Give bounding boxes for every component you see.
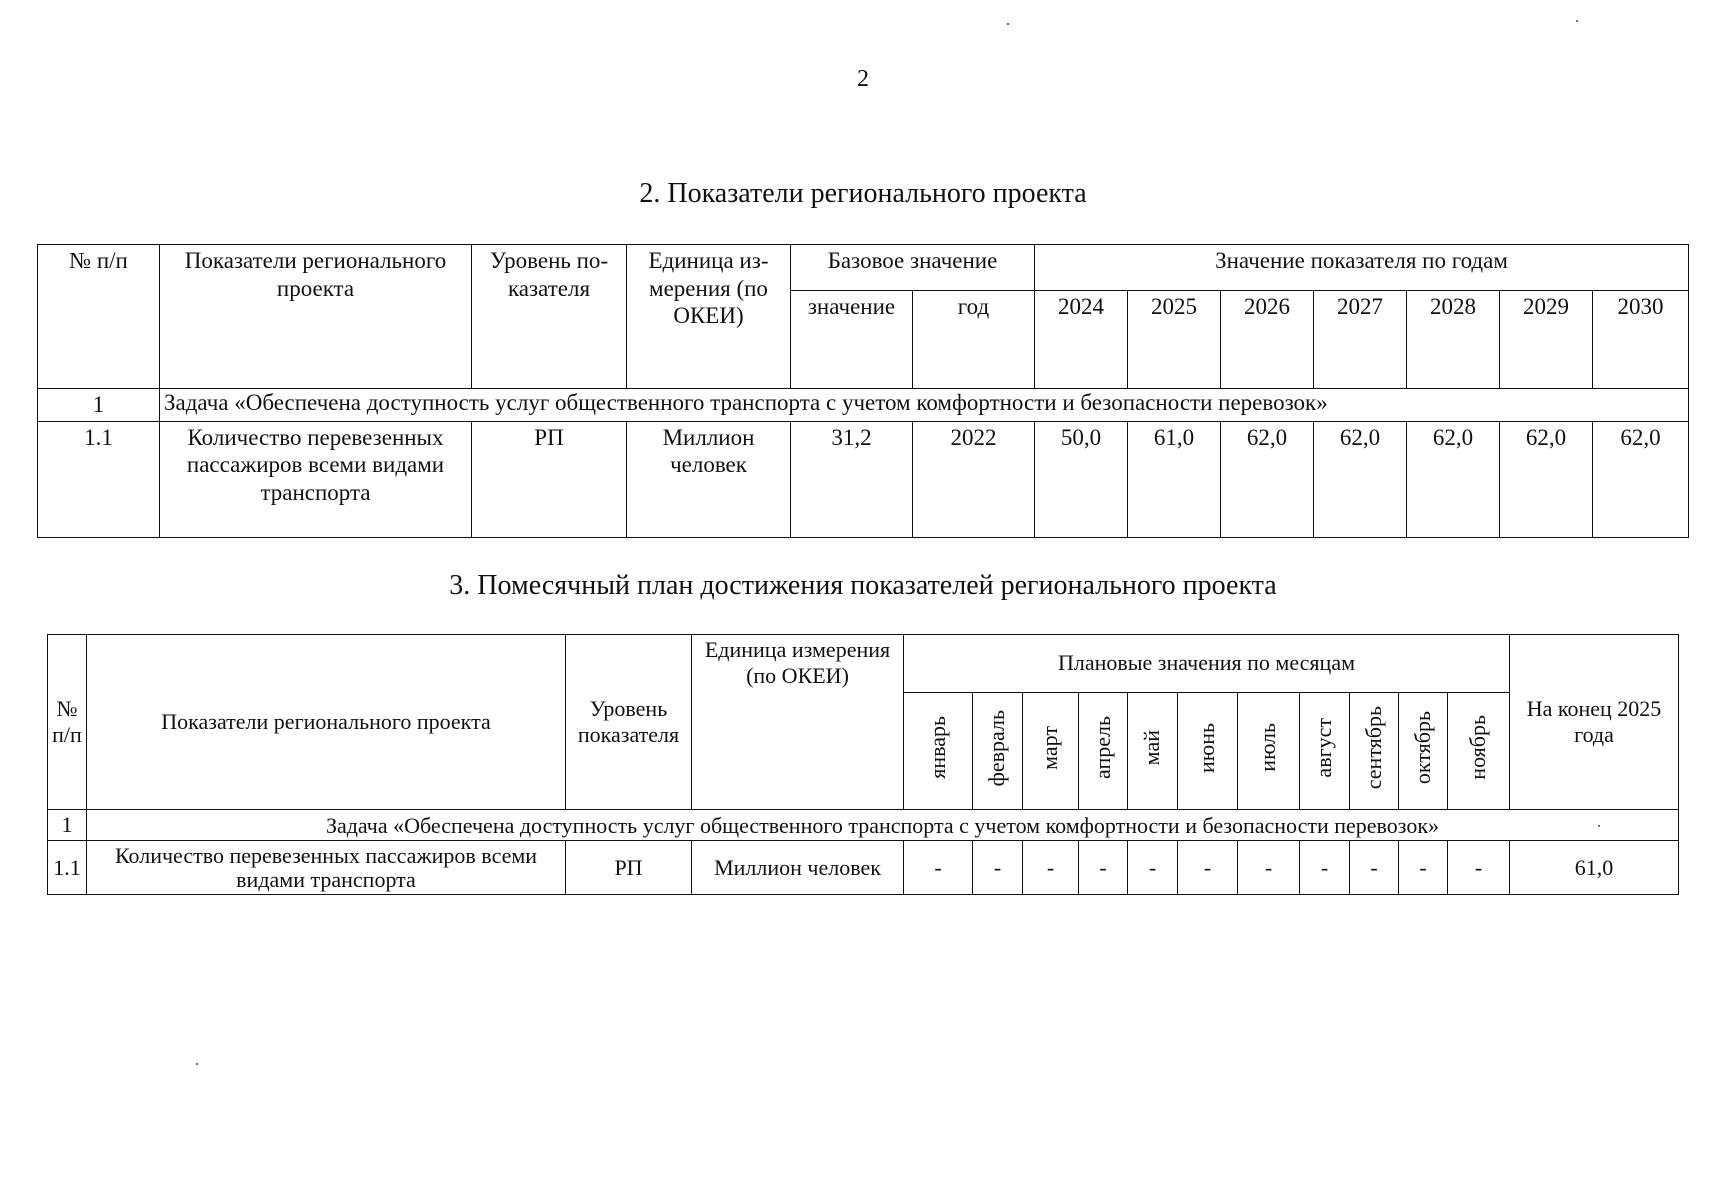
header-base: Базовое значение <box>791 245 1035 291</box>
header-year-end: На конец 2025 года <box>1510 635 1679 810</box>
header-base-value: значение <box>791 291 913 389</box>
header-year: 2024 <box>1035 291 1128 389</box>
header-month: февраль <box>973 693 1023 810</box>
row-year-value: 62,0 <box>1500 421 1593 537</box>
row-year-value: 50,0 <box>1035 421 1128 537</box>
header-num: № п/п <box>38 245 160 389</box>
header-year: 2028 <box>1407 291 1500 389</box>
header-monthly: Плановые значения по месяцам <box>904 635 1510 693</box>
header-num: № п/п <box>48 635 87 810</box>
header-month: май <box>1128 693 1178 810</box>
header-indicator: Показатели регионального проекта <box>160 245 472 389</box>
row-num: 1.1 <box>38 421 160 537</box>
row-unit: Миллион человек <box>627 421 791 537</box>
scan-speck <box>1598 825 1600 827</box>
row-month-value: - <box>1399 841 1448 895</box>
row-level: РП <box>472 421 627 537</box>
header-month: ноябрь <box>1448 693 1510 810</box>
header-level: Уровень показателя <box>566 635 692 810</box>
row-unit: Миллион человек <box>692 841 904 895</box>
header-year: 2025 <box>1128 291 1221 389</box>
header-month: январь <box>904 693 973 810</box>
row-month-value: - <box>1448 841 1510 895</box>
header-month: апрель <box>1079 693 1128 810</box>
header-month: сентябрь <box>1350 693 1399 810</box>
row-num: 1.1 <box>48 841 87 895</box>
page-number: 2 <box>857 66 869 92</box>
scan-speck <box>1007 23 1009 25</box>
header-month: июнь <box>1178 693 1238 810</box>
row-month-value: - <box>1350 841 1399 895</box>
row-base-value: 31,2 <box>791 421 913 537</box>
row-month-value: - <box>973 841 1023 895</box>
section-2-title: 2. Показатели регионального проекта <box>639 178 1087 209</box>
header-year: 2026 <box>1221 291 1314 389</box>
header-unit: Единица измерения (по ОКЕИ) <box>692 635 904 810</box>
regional-project-indicators-table <box>37 244 1689 538</box>
task-num: 1 <box>48 810 87 841</box>
header-month: октябрь <box>1399 693 1448 810</box>
header-by-years: Значение показателя по годам <box>1035 245 1689 291</box>
task-num: 1 <box>38 389 160 422</box>
scan-speck <box>196 1063 198 1065</box>
row-month-value: - <box>1300 841 1350 895</box>
header-year: 2027 <box>1314 291 1407 389</box>
row-month-value: - <box>1178 841 1238 895</box>
row-month-value: - <box>1023 841 1079 895</box>
task-description: Задача «Обеспечена доступность услуг общественного транспорта с учетом комфортности и безопасности перевозок» <box>160 389 1689 422</box>
row-month-value: - <box>1128 841 1178 895</box>
row-year-value: 62,0 <box>1593 421 1689 537</box>
row-base-year: 2022 <box>913 421 1035 537</box>
header-unit: Единица измерения (по ОКЕИ) <box>627 245 791 389</box>
row-year-value: 62,0 <box>1314 421 1407 537</box>
row-year-value: 61,0 <box>1128 421 1221 537</box>
header-month: июль <box>1238 693 1300 810</box>
row-year-end-value: 61,0 <box>1510 841 1679 895</box>
header-year: 2030 <box>1593 291 1689 389</box>
header-month: март <box>1023 693 1079 810</box>
header-year: 2029 <box>1500 291 1593 389</box>
row-indicator: Количество перевезенных пассажиров всеми видами транспорта <box>160 421 472 537</box>
header-level: Уровень показателя <box>472 245 627 389</box>
row-month-value: - <box>1238 841 1300 895</box>
row-month-value: - <box>904 841 973 895</box>
header-indicator: Показатели регионального проекта <box>87 635 566 810</box>
section-3-title: 3. Помесячный план достижения показателей регионального проекта <box>449 570 1277 601</box>
row-month-value: - <box>1079 841 1128 895</box>
header-month: август <box>1300 693 1350 810</box>
row-level: РП <box>566 841 692 895</box>
row-year-value: 62,0 <box>1407 421 1500 537</box>
scan-speck <box>1576 20 1578 22</box>
header-base-year: год <box>913 291 1035 389</box>
row-year-value: 62,0 <box>1221 421 1314 537</box>
row-indicator: Количество перевезенных пассажиров всеми видами транспорта <box>87 841 566 895</box>
task-description: Задача «Обеспечена доступность услуг общественного транспорта с учетом комфортности и безопасности перевозок» <box>87 810 1679 841</box>
monthly-plan-table <box>47 634 1679 895</box>
